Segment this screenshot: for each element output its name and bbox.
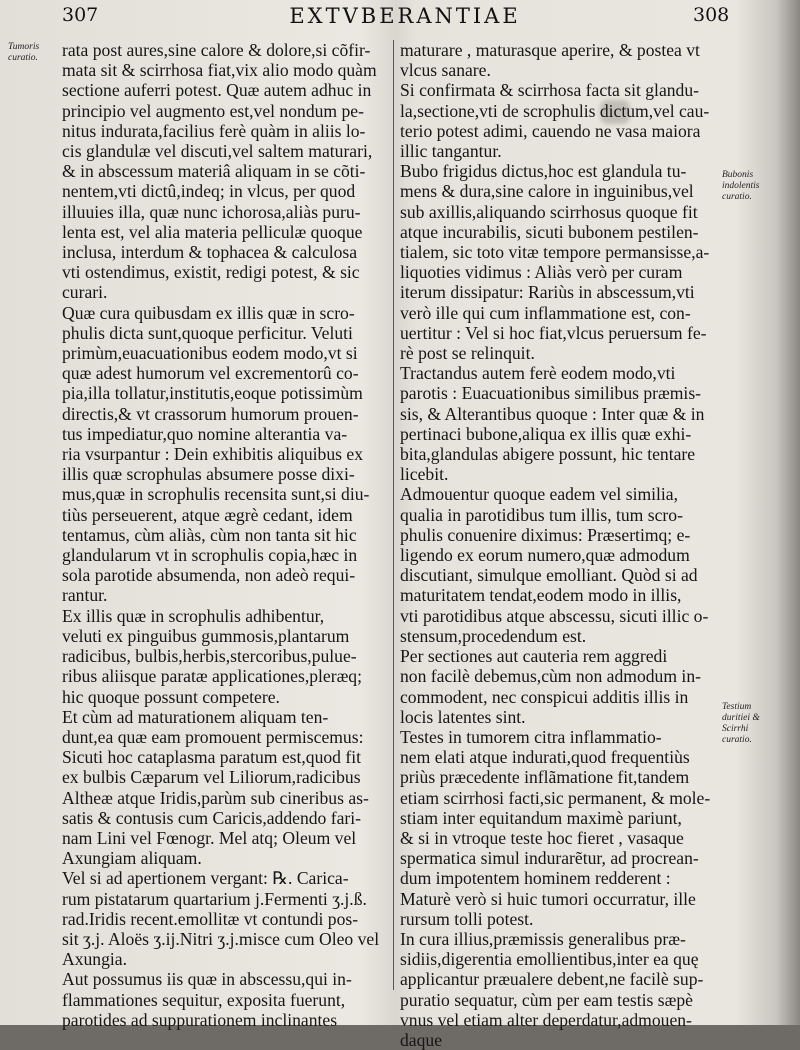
text-line: discutiant, simulque emolliant. Quòd si ad [400, 565, 698, 586]
text-line: illic tangantur. [400, 141, 502, 162]
text-line: rursum tolli potest. [400, 908, 534, 929]
text-line: pia,illa tollatur,institutis,eoque potissimùm [62, 383, 363, 404]
running-head: EXTVBERANTIAE [289, 4, 521, 28]
text-line: mus,quæ in scrophulis recensita sunt,si diu- [62, 484, 370, 505]
text-line: tus impediatur,quo nomine alterantia va- [62, 423, 348, 444]
text-line: tentamus, cùm aliàs, cùm non tanta sit hic [62, 524, 357, 545]
text-line: commodent, nec conspicui additis illis in [400, 686, 689, 707]
text-line: & si in vtroque teste hoc fieret , vasaque [400, 827, 684, 848]
text-line: quæ adest humorum vel excrementorû co- [62, 363, 359, 384]
right-page-number: 308 [693, 4, 730, 26]
text-line: hic quoque possunt competere. [62, 686, 280, 707]
text-line: Altheæ atque Iridis,parùm sub cineribus as- [62, 787, 369, 808]
text-line: rum pistatarum quartarium j.Fermenti ʒ.j.ß. [62, 888, 367, 909]
text-line: etiam scirrhosi facti,sic permanent, & mole- [400, 787, 711, 808]
text-line: sub axillis,aliquando scirrhosus quoque fit [400, 201, 698, 222]
text-line: rad.Iridis recent.emollitæ vt contundi pos- [62, 908, 359, 929]
text-line: Axungia. [62, 949, 127, 970]
text-line: pertinaci bubone,aliqua ex illis quæ exhi- [400, 423, 692, 444]
text-line: flammationes sequitur, exposita fuerunt, [62, 989, 346, 1010]
text-line: vnus vel etiam alter deperdatur,admouen- [400, 1009, 692, 1030]
text-line: rata post aures,sine calore & dolore,si cõfir- [62, 40, 371, 60]
text-line: licebit. [400, 464, 449, 485]
left-page-text [62, 40, 388, 1030]
text-line: principio vel augmento est,vel nondum pe- [62, 100, 364, 121]
text-line: primùm,euacuationibus eodem modo,vt si [62, 343, 358, 364]
text-line: rè post se relinquit. [400, 343, 535, 364]
text-line: Sicuti hoc cataplasma paratum est,quod fit [62, 747, 362, 768]
text-line: atque incurabilis, sicuti bubonem pestilen- [400, 221, 699, 242]
text-line: iterum dissipatur: Rariùs in abscessum,vti [400, 282, 695, 303]
text-line: ribus aliisque paratæ applicationes,pleræq; [62, 666, 362, 687]
text-line: uertitur : Vel si hoc fiat,vlcus peruersum fe- [400, 322, 707, 343]
right-page-text [400, 40, 718, 1050]
text-line: glandularum vt in scrophulis copia,hæc in [62, 545, 358, 566]
text-line: radicibus, bulbis,herbis,stercoribus,pulue- [62, 646, 357, 667]
text-line: sidiis,digerentia emollientibus,inter ea quę [400, 949, 699, 970]
text-line: nem elati atque indurati,quod frequentiùs [400, 747, 690, 768]
left-page-number: 307 [62, 4, 99, 26]
margin-note-left: Tumoris curatio. [8, 42, 40, 63]
text-line: la,sectione,vti de scrophulis dictum,vel cau- [400, 100, 710, 121]
text-line: spermatica simul indurarẽtur, ad procrean- [400, 848, 699, 869]
column-rule [393, 40, 394, 990]
text-line: directis,& vt crassorum humorum prouen- [62, 403, 359, 424]
text-line: ligendo ex eorum numero,quæ admodum [400, 545, 690, 566]
text-line: nitus indurata,facilius ferè quàm in aliis lo- [62, 120, 366, 141]
text-line: phulis dicta sunt,quoque perficitur. Veluti [62, 322, 353, 343]
text-line: parotides ad suppurationem inclinantes [62, 1009, 338, 1030]
text-line: mata sit & scirrhosa fiat,vix alio modo quàm [62, 60, 377, 81]
text-line: phulis conuenire diximus: Præsertimq; e- [400, 524, 691, 545]
text-line: inclusa, interdum & tophacea & calculosa [62, 242, 358, 263]
text-line: sit ʒ.j. Aloës ʒ.ij.Nitri ʒ.j.misce cum Oleo vel [62, 928, 380, 949]
text-line: curari. [62, 282, 108, 303]
margin-note-right-2: Testium duritiei & Scirrhi curatio. [722, 702, 760, 745]
text-line: sectione auferri potest. Quæ autem adhuc in [62, 80, 372, 101]
text-line: vti ostendimus, existit, redigi potest, & sic [62, 262, 360, 283]
text-line: vti parotidibus atque abscessu, sicuti illic o- [400, 605, 709, 626]
text-line: dum impotentem hominem redderent : [400, 868, 671, 889]
text-line: lenta est, vel alia materia pelliculæ quoque [62, 221, 363, 242]
text-line: Bubo frigidus dictus,hoc est glandula tu- [400, 161, 687, 182]
text-line: stensum,procedendum est. [400, 625, 587, 646]
text-line: liquoties vidimus : Aliàs verò per curam [400, 262, 683, 283]
text-line: daque [400, 1029, 443, 1050]
text-line: nam Lini vel Fœnogr. Mel atq; Oleum vel [62, 827, 357, 848]
text-line: Per sectiones aut cauteria rem aggredi [400, 646, 668, 667]
text-line: dunt,ea quæ eam promouent permiscemus: [62, 726, 364, 747]
text-line: cis glandulæ vel discuti,vel saltem maturari, [62, 141, 373, 162]
text-line: veluti ex pinguibus gummosis,plantarum [62, 625, 350, 646]
text-line: puratio sequatur, cùm per eam testis sæpè [400, 989, 693, 1010]
text-line: non facilè debemus,cùm non admodum in- [400, 666, 701, 687]
text-line: applicantur præualere debent,ne facilè sup- [400, 969, 704, 990]
text-line: sola parotide absumenda, non adeò requi- [62, 565, 356, 586]
text-line: tialem, sic toto vitæ tempore permansisse,a- [400, 242, 710, 263]
text-line: Et cùm ad maturationem aliquam ten- [62, 706, 329, 727]
text-line: illuuies illa, quæ nunc ichorosa,aliàs puru- [62, 201, 361, 222]
text-line: verò ille qui cum inflammatione est, con- [400, 302, 691, 323]
text-line: bita,glandulas abigere possunt, hic tentare [400, 444, 696, 465]
text-line: Axungiam aliquam. [62, 848, 202, 869]
text-line: Maturè verò si huic tumori occurratur, ille [400, 888, 696, 909]
text-line: ria vsurpantur : Dein exhibitis aliquibus ex [62, 444, 363, 465]
text-line: ex bulbis Cæparum vel Liliorum,radicibus [62, 767, 361, 788]
text-line: stiam inter equitandum maximè pariunt, [400, 807, 682, 828]
text-line: rantur. [62, 585, 108, 606]
text-line: illis quæ scrophulas absumere posse dixi- [62, 464, 355, 485]
text-line: locis latentes sint. [400, 706, 526, 727]
margin-note-right-1: Bubonis indolentis curatio. [722, 170, 760, 202]
text-line: parotis : Euacuationibus similibus præmis- [400, 383, 702, 404]
text-line: nentem,vti dictû,indeq; in vlcus, per quod [62, 181, 356, 202]
text-line: qualia in parotidibus tum illis, tum scro- [400, 504, 683, 525]
text-line: Quæ cura quibusdam ex illis quæ in scro- [62, 302, 355, 323]
text-line: Si confirmata & scirrhosa facta sit glandu- [400, 80, 699, 101]
text-line: In cura illius,præmissis generalibus præ- [400, 928, 686, 949]
text-line: satis & contusis cum Caricis,addendo fari- [62, 807, 362, 828]
text-line: Aut possumus iis quæ in abscessu,qui in- [62, 969, 352, 990]
text-line: tiùs perseuerent, atque ægrè cedant, idem [62, 504, 353, 525]
text-line: Vel si ad apertionem vergant: ℞. Carica- [62, 868, 349, 889]
text-line: Tractandus autem ferè eodem modo,vti [400, 363, 676, 384]
text-line: mens & dura,sine calore in inguinibus,vel [400, 181, 694, 202]
text-line: vlcus sanare. [400, 60, 491, 81]
text-line: Testes in tumorem citra inflammatio- [400, 726, 662, 747]
text-line: maturitatem tendat,eodem modo in illis, [400, 585, 682, 606]
text-line: & in abscessum materiâ aliquam in se cõti- [62, 161, 366, 182]
text-line: terio potest adimi, cauendo ne vasa maiora [400, 120, 701, 141]
text-line: Ex illis quæ in scrophulis adhibentur, [62, 605, 325, 626]
text-line: maturare , maturasque aperire, & postea vt [400, 40, 700, 60]
text-line: sis, & Alterantibus quoque : Inter quæ & in [400, 403, 705, 424]
text-line: priùs præcedente inflãmatione fit,tandem [400, 767, 690, 788]
text-line: Admouentur quoque eadem vel similia, [400, 484, 679, 505]
